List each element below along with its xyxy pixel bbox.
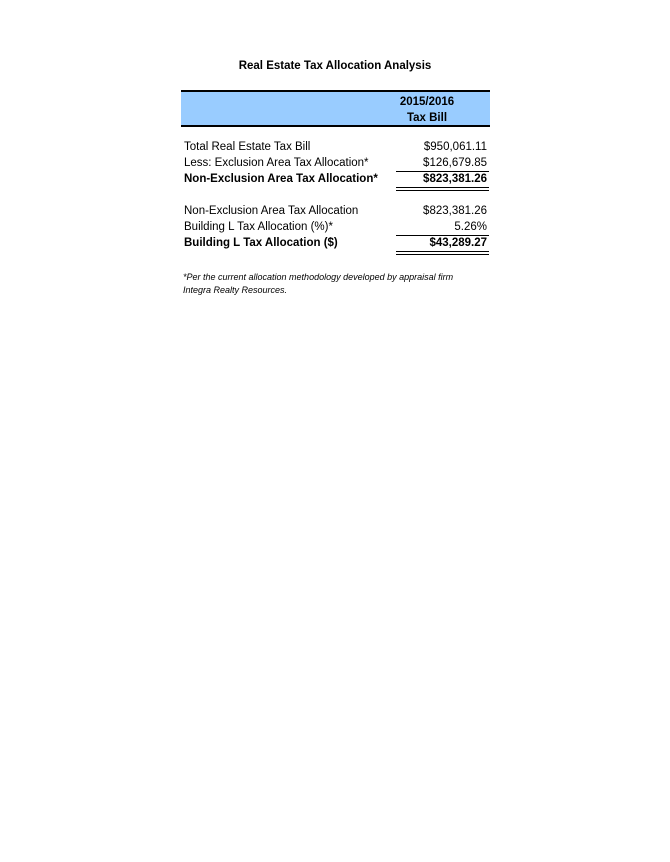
row-building-l-amount (182, 235, 489, 251)
row-label: Total Real Estate Tax Bill (184, 141, 311, 153)
underline-double (396, 187, 489, 191)
row-label: Non-Exclusion Area Tax Allocation* (184, 173, 378, 185)
footnote-line: *Per the current allocation methodology developed by appraisal firm (183, 272, 454, 282)
row-label: Less: Exclusion Area Tax Allocation* (184, 157, 369, 169)
row-non-exclusion-allocation-total (182, 171, 489, 187)
row-building-l-percent (182, 219, 489, 235)
report-title: Real Estate Tax Allocation Analysis (238, 60, 432, 72)
footnote-line: Integra Realty Resources. (183, 285, 288, 295)
row-label: Non-Exclusion Area Tax Allocation (184, 205, 359, 217)
column-header (382, 94, 472, 126)
row-value: $823,381.26 (423, 173, 487, 185)
row-value: $950,061.11 (423, 141, 487, 153)
row-value: $823,381.26 (423, 205, 487, 217)
column-header-label: Tax Bill (406, 112, 448, 124)
row-value: 5.26% (454, 221, 487, 233)
footnote (183, 271, 503, 297)
row-non-exclusion-allocation (182, 203, 489, 219)
underline-double (396, 251, 489, 255)
row-value: $126,679.85 (423, 157, 487, 169)
row-exclusion-allocation (182, 155, 489, 171)
row-label: Building L Tax Allocation (%)* (184, 221, 333, 233)
row-total-tax-bill (182, 139, 489, 155)
row-label: Building L Tax Allocation ($) (184, 237, 338, 249)
header-band (181, 90, 490, 127)
row-value: $43,289.27 (429, 237, 487, 249)
column-header-year: 2015/2016 (399, 96, 455, 108)
